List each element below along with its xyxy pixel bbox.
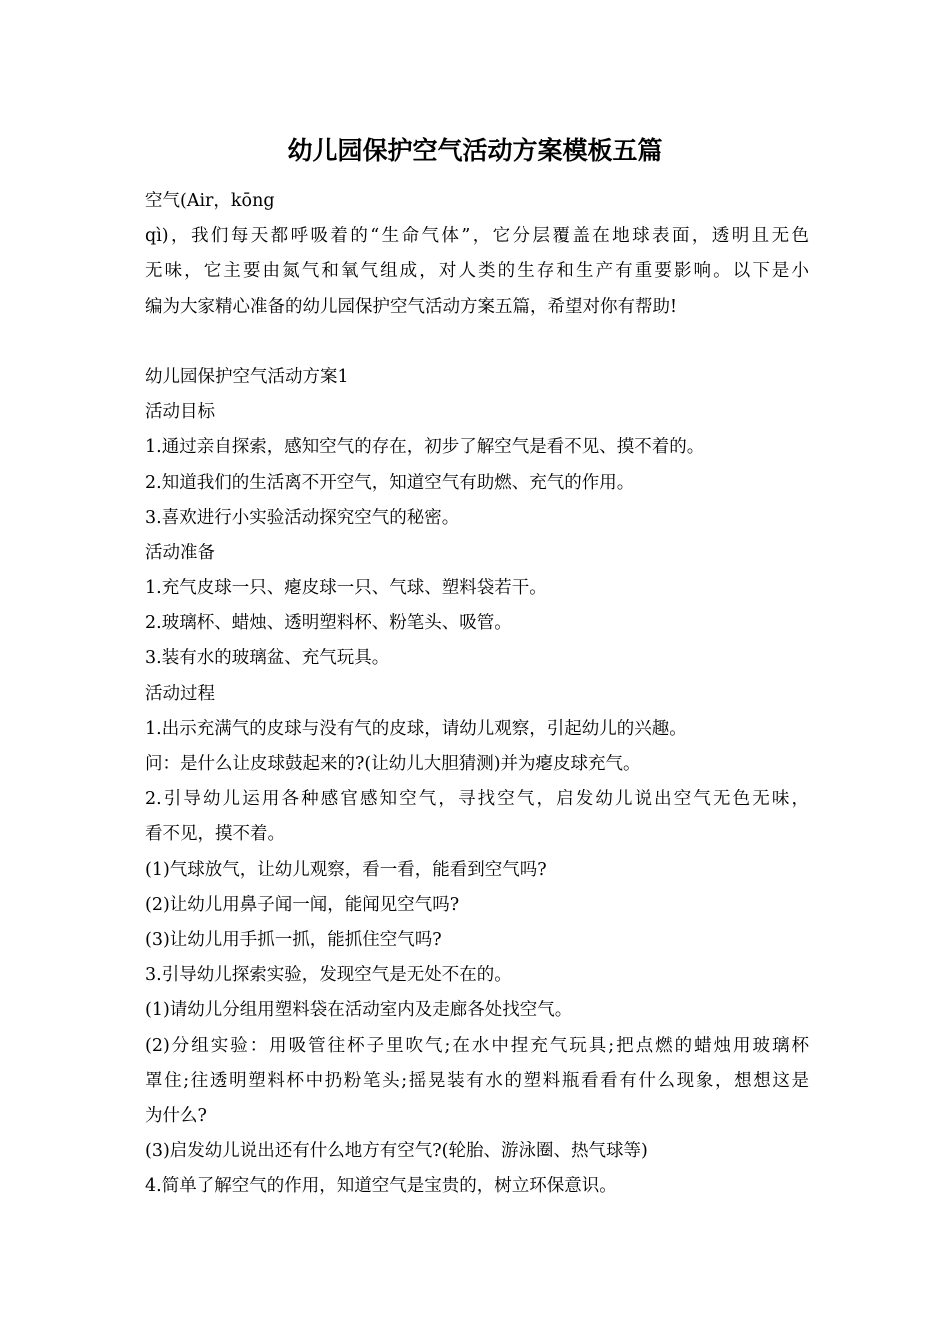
prep-item: 2.玻璃杯、蜡烛、透明塑料杯、粉笔头、吸管。 bbox=[145, 613, 512, 634]
prep-heading: 活动准备 bbox=[145, 542, 215, 563]
process-item: 看不见，摸不着。 bbox=[145, 824, 285, 845]
process-item: (1)请幼儿分组用塑料袋在活动室内及走廊各处找空气。 bbox=[145, 1000, 573, 1021]
intro-line: 空气(Air，kōng bbox=[145, 191, 275, 211]
goal-item: 2.知道我们的生活离不开空气，知道空气有助燃、充气的作用。 bbox=[145, 472, 635, 493]
document-title: 幼儿园保护空气活动方案模板五篇 bbox=[287, 136, 663, 165]
document-body bbox=[145, 184, 809, 1204]
process-item: (3)启发幼儿说出还有什么地方有空气?(轮胎、游泳圈、热气球等) bbox=[145, 1141, 648, 1162]
section-heading: 幼儿园保护空气活动方案1 bbox=[145, 366, 349, 387]
goal-item: 3.喜欢进行小实验活动探究空气的秘密。 bbox=[145, 507, 460, 528]
intro-line: 编为大家精心准备的幼儿园保护空气活动方案五篇，希望对你有帮助! bbox=[145, 296, 678, 317]
process-item: 4.简单了解空气的作用，知道空气是宝贵的，树立环保意识。 bbox=[145, 1176, 617, 1197]
prep-item: 1.充气皮球一只、瘪皮球一只、气球、塑料袋若干。 bbox=[145, 578, 547, 599]
goal-item: 1.通过亲自探索，感知空气的存在，初步了解空气是看不见、摸不着的。 bbox=[145, 437, 705, 458]
process-heading: 活动过程 bbox=[145, 683, 215, 704]
prep-item: 3.装有水的玻璃盆、充气玩具。 bbox=[145, 648, 390, 669]
goal-heading: 活动目标 bbox=[145, 402, 215, 423]
process-item: 2.引导幼儿运用各种感官感知空气，寻找空气，启发幼儿说出空气无色无味， bbox=[145, 789, 809, 810]
intro-line: 无味，它主要由氮气和氧气组成，对人类的生存和生产有重要影响。以下是小 bbox=[145, 261, 809, 282]
process-item: 罩住;往透明塑料杯中扔粉笔头;摇晃装有水的塑料瓶看看有什么现象，想想这是 bbox=[145, 1070, 809, 1091]
process-item: 为什么? bbox=[145, 1105, 207, 1126]
process-item: (2)让幼儿用鼻子闻一闻，能闻见空气吗? bbox=[145, 894, 460, 915]
process-item: (2)分组实验：用吸管往杯子里吹气;在水中捏充气玩具;把点燃的蜡烛用玻璃杯 bbox=[145, 1035, 809, 1056]
process-item: 问：是什么让皮球鼓起来的?(让幼儿大胆猜测)并为瘪皮球充气。 bbox=[145, 754, 641, 774]
process-item: (1)气球放气，让幼儿观察，看一看，能看到空气吗? bbox=[145, 859, 547, 880]
process-item: 1.出示充满气的皮球与没有气的皮球，请幼儿观察，引起幼儿的兴趣。 bbox=[145, 718, 687, 739]
paragraph-gap bbox=[145, 325, 809, 360]
intro-line: qì)，我们每天都呼吸着的“生命气体”，它分层覆盖在地球表面，透明且无色 bbox=[145, 226, 809, 247]
process-item: (3)让幼儿用手抓一抓，能抓住空气吗? bbox=[145, 929, 442, 950]
process-item: 3.引导幼儿探索实验，发现空气是无处不在的。 bbox=[145, 965, 512, 986]
